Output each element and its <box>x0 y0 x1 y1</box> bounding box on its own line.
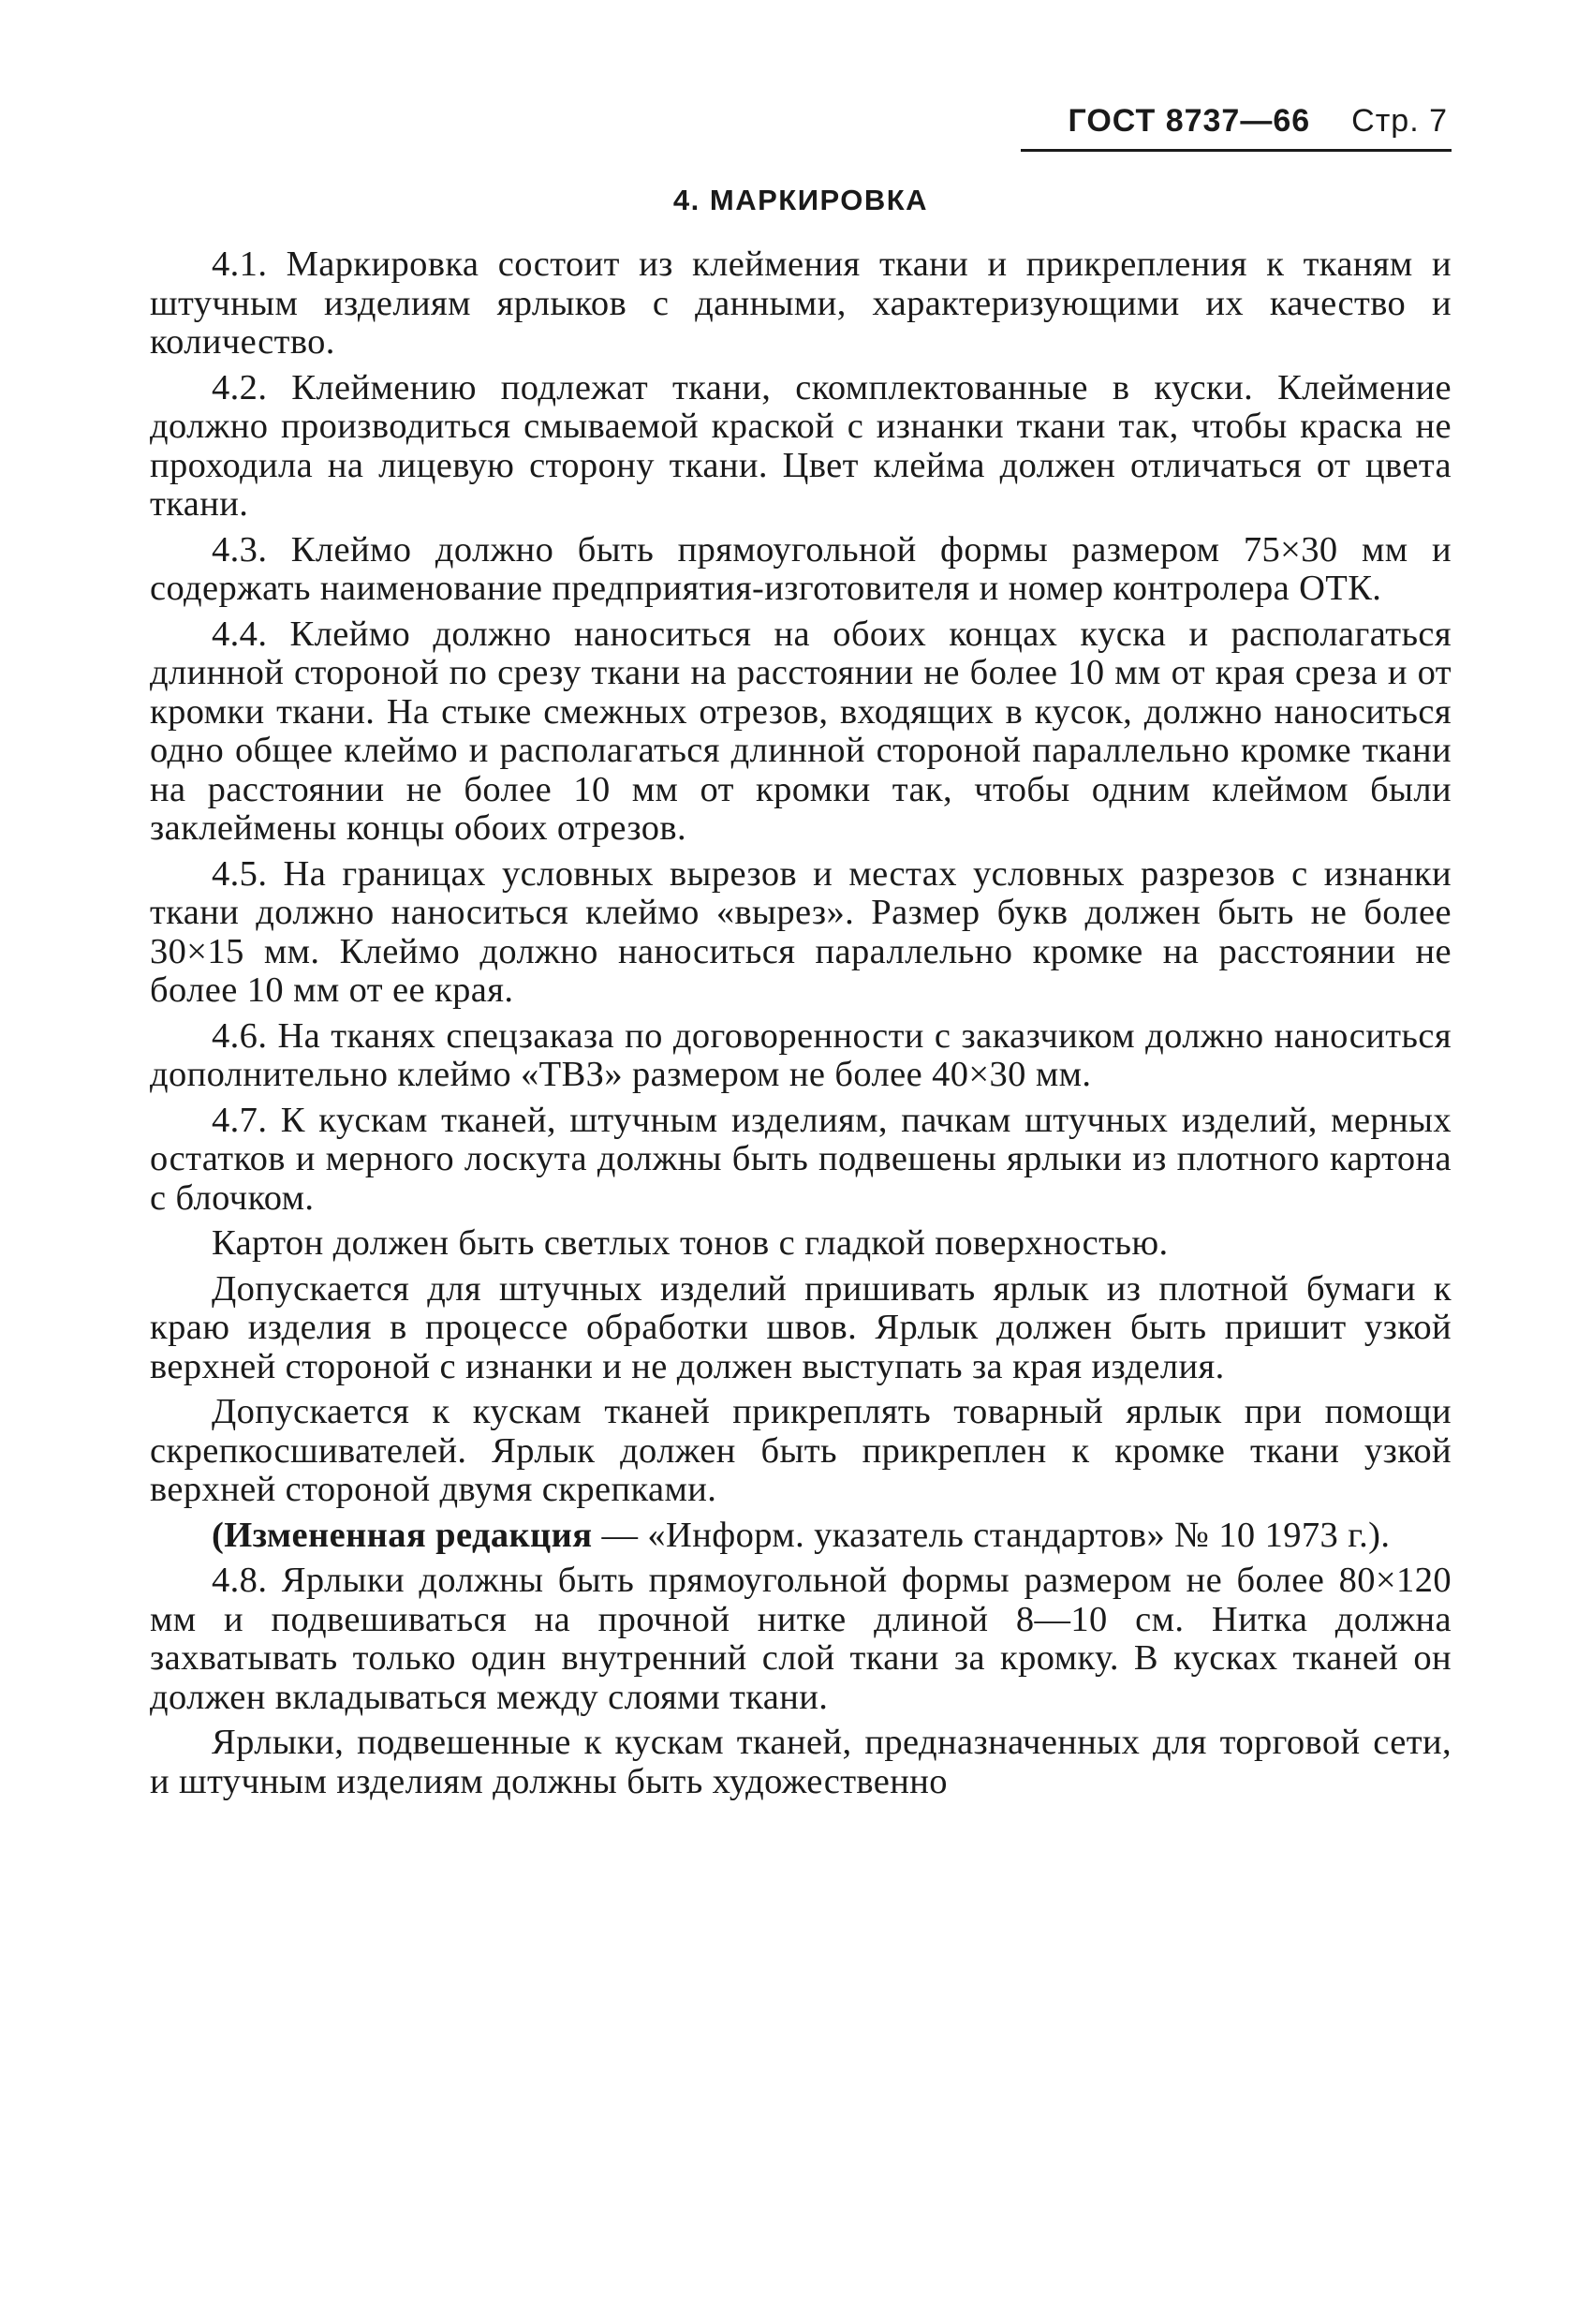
running-header <box>1021 103 1452 152</box>
paragraph-cardboard: Картон должен быть светлых тонов с гладкой поверхностью. <box>212 1223 1169 1263</box>
paragraph-stapled-label: Допускается к кускам тканей прикреплять товарный ярлык при помощи скрепкосшивателей. Ярлык должен быть прикреплен к кромке ткани узкой верхней стороной двумя скрепками. <box>150 1392 1452 1509</box>
paragraph-4-4: 4.4. Клеймо должно наноситься на обоих концах куска и располагаться длинной стороной по срезу ткани на расстоянии не более 10 мм от края среза и от кромки ткани. На стыке смежных отрезов, входящих в кусок, должно наноситься одно общее клеймо и располагаться длинной стороной параллельно кромке ткани на расстоянии не более 10 мм от кромки так, чтобы одним клеймом были заклеймены концы обоих отрезов. <box>150 614 1452 848</box>
standard-number: ГОСТ 8737—66 <box>1068 103 1311 139</box>
section-title: 4. МАРКИРОВКА <box>672 184 929 216</box>
amendment-label: (Измененная редакция <box>212 1515 593 1555</box>
amendment-text: — «Информ. указатель стандартов» № 10 1973 г.). <box>592 1515 1391 1555</box>
paragraph-4-7: 4.7. К кускам тканей, штучным изделиям, пачкам штучных изделий, мерных остатков и мерного лоскута должны быть подвешены ярлыки из плотного картона с блочком. <box>150 1100 1452 1218</box>
amendment-note <box>150 1517 1452 1556</box>
paragraph-4-8: 4.8. Ярлыки должны быть прямоугольной формы размером не более 80×120 мм и подвешиваться на прочной нитке длиной 8—10 см. Нитка должна захватывать только один внутренний слой ткани за кромку. В кусках тканей он должен вкладываться между слоями ткани. <box>150 1561 1452 1717</box>
paragraph-4-2: 4.2. Клеймению подлежат ткани, скомплектованные в куски. Клеймение должно производиться смываемой краской с изнанки ткани так, чтобы краска не проходила на лицевую сторону ткани. Цвет клейма должен отличаться от цвета ткани. <box>150 367 1452 524</box>
document-body <box>150 245 1452 1801</box>
paragraph-4-5: 4.5. На границах условных вырезов и местах условных разрезов с изнанки ткани должно наноситься клеймо «вырез». Размер букв должен быть не более 30×15 мм. Клеймо должно наноситься параллельно кромке на расстоянии не более 10 мм от ее края. <box>150 853 1452 1010</box>
document-page <box>150 103 1452 1808</box>
paragraph-labels-trade: Ярлыки, подвешенные к кускам тканей, предназначенных для торговой сети, и штучным изделиям должны быть художественно <box>150 1723 1452 1801</box>
paragraph-4-3: 4.3. Клеймо должно быть прямоугольной формы размером 75×30 мм и содержать наименование предприятия-изготовителя и номер контролера ОТК. <box>150 529 1452 608</box>
paragraph-sewn-label: Допускается для штучных изделий пришивать ярлык из плотной бумаги к краю изделия в процессе обработки швов. Ярлык должен быть пришит узкой верхней стороной с изнанки и не должен выступать за края изделия. <box>150 1268 1452 1386</box>
paragraph-4-1: 4.1. Маркировка состоит из клеймения ткани и прикрепления к тканям и штучным изделиям ярлыков с данными, характеризующими их качество и количество. <box>150 244 1452 362</box>
paragraph-4-6: 4.6. На тканях спецзаказа по договоренности с заказчиком должно наноситься дополнительно клеймо «ТВЗ» размером не более 40×30 мм. <box>150 1015 1452 1094</box>
page-number: Стр. 7 <box>1351 103 1448 139</box>
